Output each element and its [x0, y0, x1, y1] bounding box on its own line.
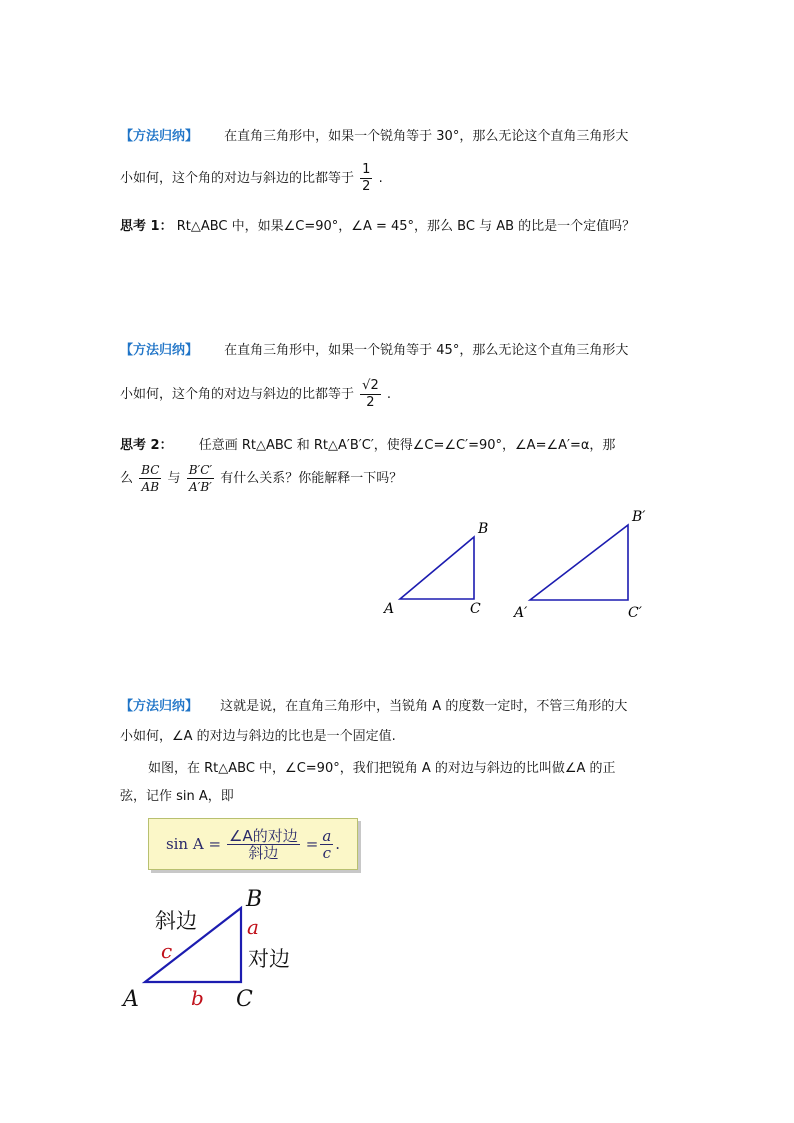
frac-num: √2	[362, 378, 379, 393]
summary-continuation-3	[120, 727, 396, 747]
summary-text: 在直角三角形中，如果一个锐角等于 45°，那么无论这个直角三角形大	[224, 343, 629, 358]
think-text: 任意画 Rt△ABC 和 Rt△A′B′C′，使得∠C=∠C′=90°，∠A=∠A′=α，那	[198, 438, 616, 453]
paragraph-text: 弦，记作 sin A，即	[120, 789, 234, 804]
frac-den: 2	[366, 395, 375, 410]
think-question-1	[120, 217, 635, 237]
label-b: B	[478, 521, 489, 537]
think-text: 有什么关系？你能解释一下吗？	[220, 471, 403, 486]
formula-ratio	[320, 828, 333, 861]
frac-num: a	[322, 826, 332, 845]
vertex-b: B	[246, 887, 263, 912]
labeled-right-triangle	[115, 880, 315, 1015]
definition-paragraph	[148, 759, 616, 779]
period: .	[378, 171, 383, 186]
label-c-prime: C′	[628, 605, 642, 621]
think-label: 思考 2：	[120, 438, 173, 453]
paragraph-text: 如图，在 Rt△ABC 中，∠C=90°，我们把锐角 A 的对边与斜边的比叫做∠A 的正	[148, 761, 616, 776]
side-b: b	[191, 986, 204, 1010]
label-a: A	[384, 601, 395, 617]
formula-lhs: sin A =	[165, 835, 222, 853]
formula-fraction	[227, 828, 300, 861]
think-question-2-cont	[120, 462, 402, 495]
fraction-bc-ab-prime	[187, 462, 214, 495]
period: .	[386, 387, 391, 402]
think-text: Rt△ABC 中，如果∠C=90°，∠A = 45°，那么 BC 与 AB 的比是一个定值吗？	[176, 219, 636, 234]
frac-num: B′C′	[188, 463, 213, 477]
summary-text: 小如何，这个角的对边与斜边的比都等于	[120, 387, 355, 402]
hypotenuse-label: 斜边	[155, 909, 197, 933]
frac-den: 2	[362, 179, 371, 194]
summary-text: 这就是说，在直角三角形中，当锐角 A 的度数一定时，不管三角形的大	[220, 699, 628, 714]
formula-eq: =	[305, 835, 319, 853]
vertex-c: C	[236, 987, 253, 1012]
method-summary-3	[120, 697, 627, 717]
definition-paragraph-cont	[120, 787, 234, 807]
method-tag: 【方法归纳】	[120, 343, 199, 358]
think-question-2	[120, 436, 615, 456]
frac-den: AB	[141, 480, 160, 494]
method-summary-1	[120, 127, 628, 147]
label-b-prime: B′	[632, 509, 646, 525]
method-tag: 【方法归纳】	[120, 129, 199, 144]
formula-end: .	[335, 835, 341, 853]
vertex-a: A	[123, 987, 139, 1012]
fraction-bc-ab	[139, 462, 161, 495]
method-summary-2	[120, 341, 628, 361]
summary-text: 小如何，这个角的对边与斜边的比都等于	[120, 171, 355, 186]
triangle-abc	[400, 537, 474, 599]
frac-num: BC	[141, 463, 160, 477]
opposite-label: 对边	[248, 947, 290, 971]
summary-continuation-1	[120, 162, 383, 195]
fraction-sqrt2-over-2	[360, 378, 381, 411]
label-a-prime: A′	[514, 605, 528, 621]
label-c: C	[470, 601, 481, 617]
similar-triangles-figure	[370, 505, 660, 625]
method-tag: 【方法归纳】	[120, 699, 199, 714]
side-c: c	[161, 939, 173, 963]
frac-num: ∠A的对边	[229, 826, 298, 845]
summary-continuation-2	[120, 378, 391, 411]
frac-num: 1	[362, 162, 371, 177]
think-label: 思考 1：	[120, 219, 173, 234]
side-a: a	[247, 915, 259, 939]
sine-definition-formula	[148, 818, 358, 870]
think-text: 与	[167, 471, 181, 486]
frac-den: 斜边	[248, 843, 279, 862]
summary-text: 小如何，∠A 的对边与斜边的比也是一个固定值.	[120, 729, 396, 744]
summary-text: 在直角三角形中，如果一个锐角等于 30°，那么无论这个直角三角形大	[224, 129, 629, 144]
frac-den: A′B′	[188, 480, 212, 494]
think-text: 么	[120, 471, 134, 486]
triangle-abc-prime	[530, 525, 628, 600]
fraction-one-half	[360, 162, 372, 195]
frac-den: c	[322, 843, 331, 862]
